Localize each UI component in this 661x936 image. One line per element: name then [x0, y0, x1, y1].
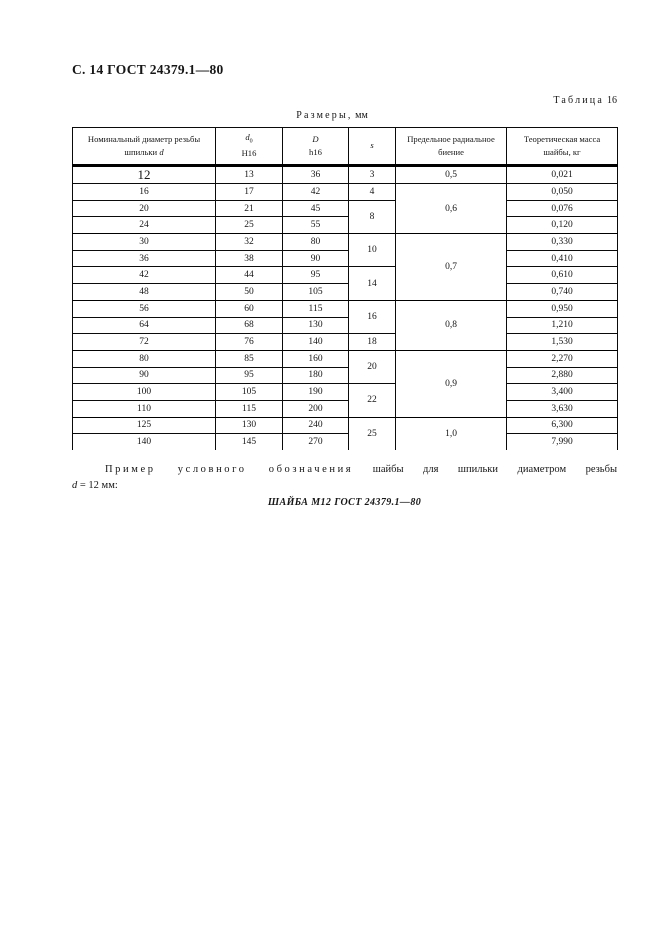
table-cell: 0,8	[396, 300, 507, 350]
table-cell: 3	[349, 166, 396, 184]
table-cell: 7,990	[551, 437, 573, 448]
column-header-line	[219, 131, 279, 147]
column-header-theoretical-mass	[507, 128, 618, 166]
table-cell: 24	[73, 217, 216, 234]
table-row	[73, 267, 618, 284]
header-text: Теоретическая масса	[523, 133, 601, 144]
table-cell: 80	[73, 350, 216, 367]
table-cell: 6,300	[507, 417, 618, 434]
table-cell: 18	[349, 334, 396, 351]
page-header-title: С. 14 ГОСТ 24379.1—80	[72, 62, 224, 77]
table-cell: 14	[349, 267, 396, 300]
table-cell: 44	[216, 267, 283, 284]
header-text: Номинальный диаметр резьбы	[87, 133, 201, 144]
table-cell: 30	[73, 234, 216, 251]
table-cell: 10	[349, 234, 396, 267]
table-cell: 42	[283, 184, 349, 201]
table-cell: 1,0	[396, 417, 507, 450]
table-cell: 85	[216, 350, 283, 367]
table-cell: 60	[216, 300, 283, 317]
table-cell: 38	[216, 250, 283, 267]
table-cell: 1,210	[507, 317, 618, 334]
table-cell: 45	[283, 200, 349, 217]
header-text: биение	[438, 147, 464, 157]
column-header-radial-runout	[396, 128, 507, 166]
table-row	[73, 317, 618, 334]
table-cell: 3,630	[507, 400, 618, 417]
table-row	[73, 334, 618, 351]
table-cell: 0,5	[396, 166, 507, 184]
table-cell: 48	[73, 284, 216, 301]
table-cell: 55	[283, 217, 349, 234]
column-header-s	[349, 128, 396, 166]
table-cell: 0,740	[507, 284, 618, 301]
table-cell: 0,050	[507, 184, 618, 201]
table-row	[73, 250, 618, 267]
table-cell: 140	[73, 434, 216, 450]
header-text: шайбы, кг	[543, 147, 581, 157]
column-header-line	[76, 146, 212, 159]
table-cell: 8	[349, 200, 396, 233]
table-cell: 42	[73, 267, 216, 284]
table-row	[73, 434, 618, 450]
example-line1-rest: шайбы для шпильки диаметром резьбы	[372, 464, 617, 475]
table-cell: 64	[73, 317, 216, 334]
table-cell: 20	[73, 200, 216, 217]
table-cell: 0,9	[396, 350, 507, 417]
table-row	[73, 166, 618, 184]
dimensions-table	[72, 127, 618, 450]
table-cell: 0,6	[396, 184, 507, 234]
column-header-d0	[216, 128, 283, 166]
table-cell: 16	[73, 184, 216, 201]
table-cell: 80	[283, 234, 349, 251]
table-row	[73, 200, 618, 217]
table-cell: 0,330	[507, 234, 618, 251]
table-cell: 36	[73, 250, 216, 267]
table-cell: 2,880	[507, 367, 618, 384]
units-caption-rest: мм	[355, 110, 368, 121]
D-symbol: D	[312, 133, 319, 144]
table-cell: 105	[283, 284, 349, 301]
d0-symbol: d	[245, 132, 250, 143]
column-header-D	[283, 128, 349, 166]
table-header-row	[73, 128, 618, 166]
table-cell: 160	[283, 350, 349, 367]
table-cell: 0,950	[507, 300, 618, 317]
table-cell: 68	[216, 317, 283, 334]
table-cell: 145	[216, 434, 283, 450]
table-cell: 76	[216, 334, 283, 351]
washer-designation: ШАЙБА М12 ГОСТ 24379.1—80	[267, 497, 422, 508]
table-row	[73, 284, 618, 301]
table-cell: 36	[283, 166, 349, 184]
table-cell: 0,021	[507, 166, 618, 184]
example-intro-spaced: Пример условного обозначения	[105, 464, 354, 475]
table-row	[73, 367, 618, 384]
table-cell: 17	[216, 184, 283, 201]
example-line2-rest: = 12 мм:	[79, 480, 118, 491]
table-cell: 3,400	[507, 384, 618, 401]
table-cell: 25	[216, 217, 283, 234]
table-row	[73, 234, 618, 251]
table-cell: 0,7	[396, 234, 507, 301]
table-cell: 95	[283, 267, 349, 284]
table-row	[73, 217, 618, 234]
table-cell: 12	[73, 166, 216, 184]
table-cell: 50	[216, 284, 283, 301]
table-cell: 56	[73, 300, 216, 317]
table-cell: 16	[349, 300, 396, 333]
table-cell: 115	[216, 400, 283, 417]
table-caption	[72, 95, 617, 106]
table-cell: 0,120	[507, 217, 618, 234]
column-header-nominal-diameter	[73, 128, 216, 166]
table-cell: 0,410	[507, 250, 618, 267]
table-cell: 180	[283, 367, 349, 384]
header-text: шпильки	[124, 147, 158, 157]
table-cell: 115	[283, 300, 349, 317]
table-cell: 190	[283, 384, 349, 401]
column-header-line	[286, 133, 345, 146]
table-caption-word: Таблица	[553, 95, 604, 106]
units-caption	[72, 110, 592, 121]
washer-table-body	[73, 166, 618, 451]
example-paragraph-line2	[72, 480, 118, 491]
table-caption-number: 16	[607, 95, 617, 106]
table-cell: 32	[216, 234, 283, 251]
table-cell: 2,270	[507, 350, 618, 367]
table-cell: 90	[283, 250, 349, 267]
units-caption-word: Размеры,	[296, 110, 353, 121]
table-cell: 100	[73, 384, 216, 401]
table-cell: 130	[216, 417, 283, 434]
table-cell: 1,530	[507, 334, 618, 351]
column-header-line	[76, 133, 212, 146]
table-cell: 95	[216, 367, 283, 384]
table-cell: 200	[283, 400, 349, 417]
s-symbol: s	[370, 140, 374, 151]
table-cell: 4	[349, 184, 396, 201]
table-cell: 72	[73, 334, 216, 351]
table-cell: 21	[216, 200, 283, 217]
table-row	[73, 384, 618, 401]
d0-subscript: 0	[249, 139, 253, 146]
table-cell: 240	[283, 417, 349, 434]
table-cell: 25	[349, 417, 396, 450]
example-paragraph-line1	[72, 463, 617, 476]
d0-tolerance: H16	[241, 148, 257, 159]
table-cell: 13	[216, 166, 283, 184]
table-cell: 270	[283, 434, 349, 450]
table-row	[73, 184, 618, 201]
table-cell: 0,076	[507, 200, 618, 217]
table-cell: 125	[73, 417, 216, 434]
table-cell: 105	[216, 384, 283, 401]
table-row	[73, 300, 618, 317]
D-tolerance: h16	[309, 147, 322, 157]
table-cell: 140	[283, 334, 349, 351]
d-symbol: d	[159, 147, 164, 157]
header-text: Предельное радиальное	[407, 133, 495, 144]
table-row	[73, 417, 618, 434]
table-cell: 20	[349, 350, 396, 383]
table-cell: 0,610	[507, 267, 618, 284]
table-cell: 130	[283, 317, 349, 334]
table-row	[73, 400, 618, 417]
d-symbol: d	[72, 480, 78, 491]
table-row	[73, 350, 618, 367]
table-cell: 90	[73, 367, 216, 384]
table-cell: 110	[73, 400, 216, 417]
table-cell: 22	[349, 384, 396, 417]
